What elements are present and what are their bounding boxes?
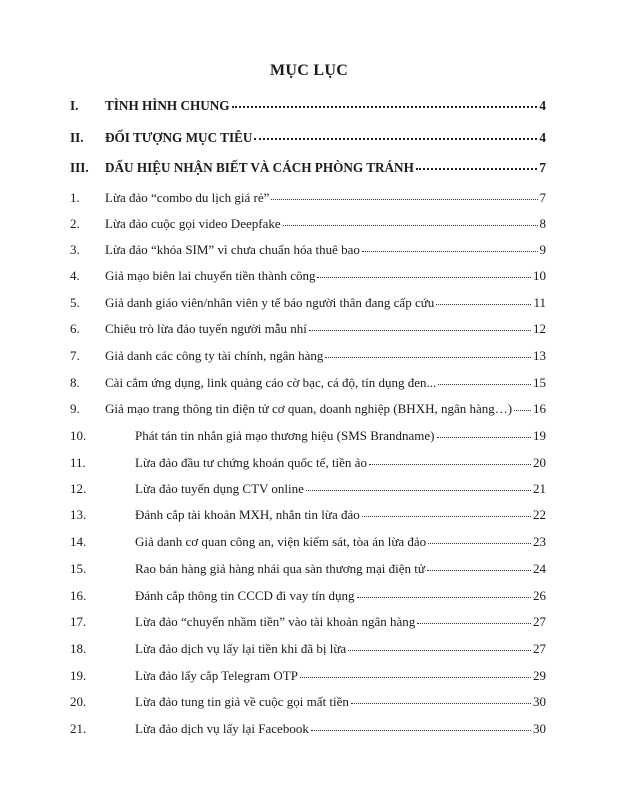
toc-entry[interactable] xyxy=(70,559,546,577)
toc-entry[interactable] xyxy=(70,479,546,497)
dot-leader xyxy=(437,426,531,440)
entry-title: ĐỐI TƯỢNG MỤC TIÊU xyxy=(105,130,253,145)
dot-leader xyxy=(362,240,538,254)
entry-number: 9. xyxy=(70,401,80,416)
entry-page-number: 11 xyxy=(533,295,546,310)
entry-number: 18. xyxy=(70,641,87,656)
dot-leader xyxy=(306,479,531,493)
entry-number: 16. xyxy=(70,588,87,603)
entry-title: Lừa đảo “khóa SIM” vì chưa chuẩn hóa thuê bao xyxy=(105,242,360,257)
toc-entry[interactable] xyxy=(70,399,546,417)
entry-number: 13. xyxy=(70,507,87,522)
entry-page-number: 13 xyxy=(533,348,546,363)
dot-leader xyxy=(300,666,531,680)
entry-title: Lừa đảo “chuyển nhầm tiền” vào tài khoản ngân hàng xyxy=(135,614,416,629)
entry-title: DẤU HIỆU NHẬN BIẾT VÀ CÁCH PHÒNG TRÁNH xyxy=(105,160,414,175)
entry-title: Giả mạo trang thông tin điện tử cơ quan, doanh nghiệp (BHXH, ngân hàng…) xyxy=(105,401,513,416)
toc-title: MỤC LỤC xyxy=(269,62,349,79)
toc-entry[interactable] xyxy=(70,214,546,232)
entry-title: Phát tán tin nhắn giả mạo thương hiệu (SMS Brandname) xyxy=(135,428,435,443)
toc-entry[interactable] xyxy=(70,612,546,630)
entry-page-number: 22 xyxy=(533,507,546,522)
toc-section-entry[interactable] xyxy=(70,128,546,146)
entry-page-number: 4 xyxy=(539,130,546,145)
dot-leader xyxy=(369,453,531,467)
entry-number: 11. xyxy=(70,455,86,470)
entry-page-number: 7 xyxy=(539,160,546,175)
toc-entry[interactable] xyxy=(70,293,546,311)
entry-number: 8. xyxy=(70,375,80,390)
entry-page-number: 15 xyxy=(533,375,546,390)
entry-title: Cài cắm ứng dụng, link quảng cáo cờ bạc, cá độ, tín dụng đen... xyxy=(105,375,437,390)
entry-title: Rao bán hàng giả hàng nhái qua sàn thương mại điện tử xyxy=(135,561,425,576)
entry-title: Lừa đảo tuyển dụng CTV online xyxy=(135,481,304,496)
dot-leader xyxy=(416,158,538,172)
entry-page-number: 30 xyxy=(533,694,546,709)
entry-number: 17. xyxy=(70,614,87,629)
toc-section-entry[interactable] xyxy=(70,158,546,176)
dot-leader xyxy=(254,128,537,142)
dot-leader xyxy=(325,346,531,360)
entry-number: 15. xyxy=(70,561,87,576)
entry-page-number: 26 xyxy=(533,588,546,603)
toc-entry[interactable] xyxy=(70,426,546,444)
dot-leader xyxy=(309,319,531,333)
entry-page-number: 20 xyxy=(533,455,546,470)
dot-leader xyxy=(417,612,531,626)
dot-leader xyxy=(283,214,538,228)
entry-page-number: 8 xyxy=(539,216,546,231)
toc-entry[interactable] xyxy=(70,373,546,391)
entry-title: Đánh cắp tài khoản MXH, nhắn tin lừa đảo xyxy=(135,507,360,522)
dot-leader xyxy=(351,692,531,706)
entry-number: 14. xyxy=(70,534,87,549)
entry-title: Giả danh giáo viên/nhân viên y tế báo người thân đang cấp cứu xyxy=(105,295,435,310)
entry-title: Lừa đảo cuộc gọi video Deepfake xyxy=(105,216,281,231)
entry-number: 19. xyxy=(70,668,87,683)
entry-page-number: 10 xyxy=(533,268,546,283)
entry-title: Giả mạo biên lai chuyển tiền thành công xyxy=(105,268,316,283)
entry-number: 5. xyxy=(70,295,80,310)
entry-title: Giả danh cơ quan công an, viện kiểm sát, tòa án lừa đảo xyxy=(135,534,427,549)
entry-page-number: 7 xyxy=(539,190,546,205)
toc-entry[interactable] xyxy=(70,666,546,684)
entry-number: 1. xyxy=(70,190,80,205)
toc-entry[interactable] xyxy=(70,586,546,604)
entry-title: Lừa đảo “combo du lịch giá rẻ” xyxy=(105,190,270,205)
entry-page-number: 21 xyxy=(533,481,546,496)
dot-leader xyxy=(311,719,531,733)
dot-leader xyxy=(348,639,531,653)
entry-number: 21. xyxy=(70,721,87,736)
entry-page-number: 12 xyxy=(533,321,546,336)
entry-page-number: 16 xyxy=(533,401,546,416)
dot-leader xyxy=(427,559,531,573)
entry-page-number: 24 xyxy=(533,561,546,576)
entry-title: Lừa đảo dịch vụ lấy lại Facebook xyxy=(135,721,309,736)
toc-entry[interactable] xyxy=(70,319,546,337)
entry-number: 6. xyxy=(70,321,80,336)
dot-leader xyxy=(514,399,531,413)
entry-number: 20. xyxy=(70,694,87,709)
entry-page-number: 4 xyxy=(539,98,546,113)
entry-page-number: 30 xyxy=(533,721,546,736)
entry-page-number: 29 xyxy=(533,668,546,683)
dot-leader xyxy=(317,266,531,280)
entry-page-number: 19 xyxy=(533,428,546,443)
entry-title: TÌNH HÌNH CHUNG xyxy=(105,98,230,113)
entry-number: 12. xyxy=(70,481,87,496)
toc-entry[interactable] xyxy=(70,532,546,550)
entry-title: Lừa đảo dịch vụ lấy lại tiền khi đã bị lừa xyxy=(135,641,347,656)
entry-number: 3. xyxy=(70,242,80,257)
dot-leader xyxy=(438,373,531,387)
entry-title: Chiêu trò lừa đảo tuyển người mẫu nhí xyxy=(105,321,307,336)
dot-leader xyxy=(436,293,531,307)
toc-entry[interactable] xyxy=(70,188,546,206)
dot-leader xyxy=(428,532,531,546)
entry-title: Lừa đảo đầu tư chứng khoán quốc tế, tiền ảo xyxy=(135,455,367,470)
entry-title: Lừa đảo tung tin giả về cuộc gọi mất tiền xyxy=(135,694,349,709)
toc-entry[interactable] xyxy=(70,719,546,737)
toc-section-entry[interactable] xyxy=(70,96,546,114)
entry-title: Lừa đảo lấy cắp Telegram OTP xyxy=(135,668,298,683)
entry-page-number: 23 xyxy=(533,534,546,549)
entry-page-number: 9 xyxy=(539,242,546,257)
entry-title: Giả danh các công ty tài chính, ngân hàng xyxy=(105,348,324,363)
toc-entry[interactable] xyxy=(70,639,546,657)
dot-leader xyxy=(232,96,538,110)
toc-entry[interactable] xyxy=(70,240,546,258)
dot-leader xyxy=(362,505,531,519)
toc-entry[interactable] xyxy=(70,346,546,364)
toc-entry[interactable] xyxy=(70,266,546,284)
toc-entry[interactable] xyxy=(70,505,546,523)
dot-leader xyxy=(271,188,537,202)
entry-number: 10. xyxy=(70,428,87,443)
entry-number: I. xyxy=(70,98,79,113)
entry-number: II. xyxy=(70,130,84,145)
entry-number: 2. xyxy=(70,216,80,231)
dot-leader xyxy=(357,586,531,600)
entry-number: 4. xyxy=(70,268,80,283)
entry-number: 7. xyxy=(70,348,80,363)
entry-page-number: 27 xyxy=(533,641,546,656)
entry-page-number: 27 xyxy=(533,614,546,629)
toc-entry[interactable] xyxy=(70,453,546,471)
entry-title: Đánh cắp thông tin CCCD đi vay tín dụng xyxy=(135,588,355,603)
entry-number: III. xyxy=(70,160,89,175)
toc-entry[interactable] xyxy=(70,692,546,710)
